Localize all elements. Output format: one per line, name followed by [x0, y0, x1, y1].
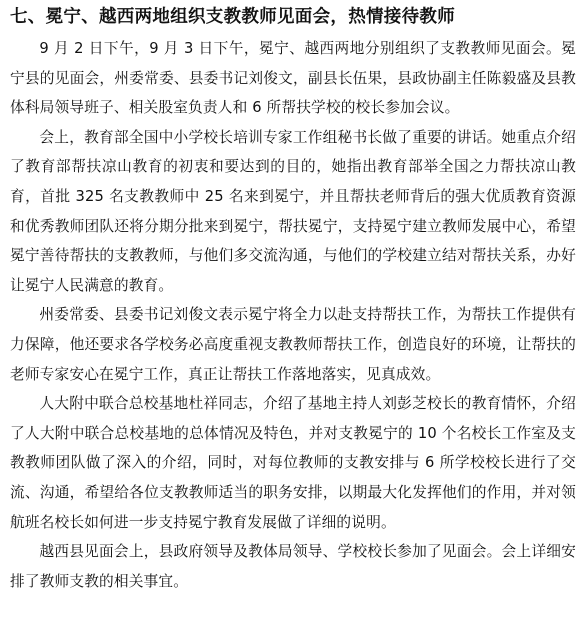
paragraph-secretary-remarks: 州委常委、县委书记刘俊文表示冕宁将全力以赴支持帮扶工作，为帮扶工作提供有力保障，他还要求各学校务必高度重视支教教师帮扶工作，创造良好的环境，让帮扶的老师专家安心在冕宁工作，真正让帮扶工作落地落实，见真成效。 — [10, 306, 576, 383]
paragraph-yuexi-meeting: 越西县见面会上，县政府领导及教体局领导、学校校长参加了见面会。会上详细安排了教师支教的相关事宜。 — [10, 543, 576, 590]
document-page — [10, 4, 576, 596]
paragraph-ministry-speech: 会上，教育部全国中小学校长培训专家工作组秘书长做了重要的讲话。她重点介绍了教育部帮扶凉山教育的初衷和要达到的目的，她指出教育部举全国之力帮扶凉山教育，首批 325 名支教教师中 25 名来到冕宁，并且帮扶老师背后的强大优质教育资源和优秀教师团队还将分期分批来到冕宁，帮扶冕宁，支持冕宁建立教师发展中心，希望冕宁善待帮扶的支教教师，与他们多交流沟通，与他们的学校建立结对帮扶关系，办好让冕宁人民满意的教育。 — [10, 128, 576, 294]
paragraph-mianning-meeting: 9 月 2 日下午，9 月 3 日下午，冕宁、越西两地分别组织了支教教师见面会。冕宁县的见面会，州委常委、县委书记刘俊文，副县长伍果，县政协副主任陈毅盛及县教体科局领导班子、相关股室负责人和 6 所帮扶学校的校长参加会议。 — [10, 40, 576, 117]
paragraph-rdfz-introduction: 人大附中联合总校基地杜祥同志，介绍了基地主持人刘彭芝校长的教育情怀，介绍了人大附中联合总校基地的总体情况及特色，并对支教冕宁的 10 个名校长工作室及支教教师团队做了深入的介绍，同时，对每位教师的支教安排与 6 所学校校长进行了交流、沟通，希望给各位支教教师适当的职务安排，以期最大化发挥他们的作用，并对领航班名校长如何进一步支持冕宁教育发展做了详细的说明。 — [10, 395, 576, 531]
section-heading: 七、冕宁、越西两地组织支教教师见面会，热情接待教师 — [10, 7, 455, 27]
